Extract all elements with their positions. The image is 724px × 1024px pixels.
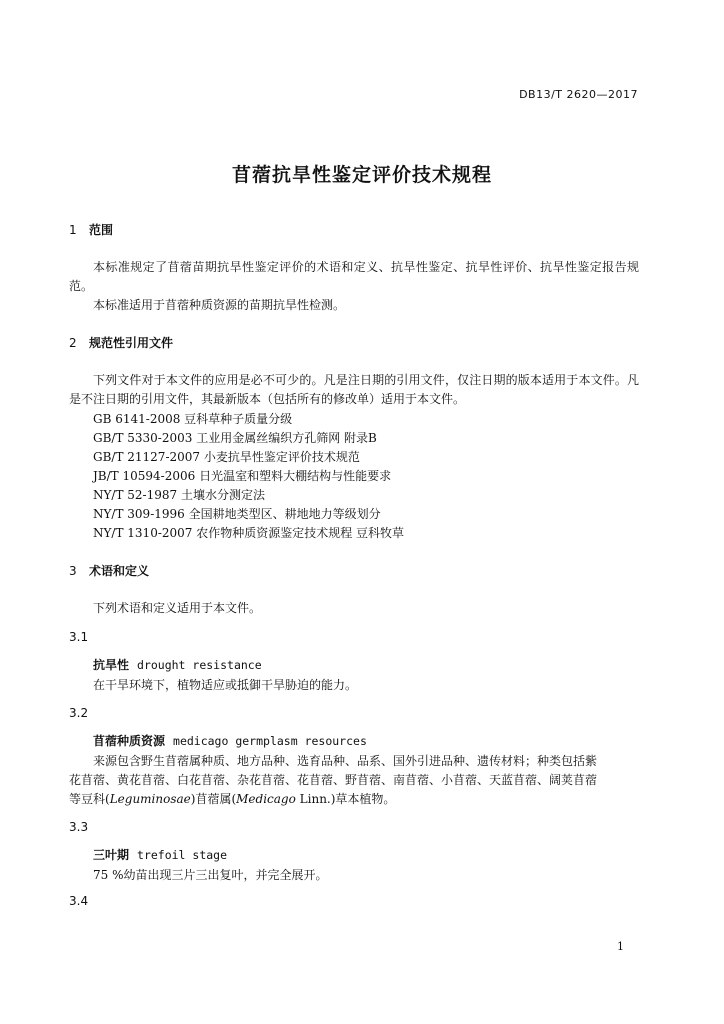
section-1-heading [69, 221, 113, 238]
term-definition: 75 %幼苗出现三片三出复叶，并完全展开。 [93, 868, 328, 882]
reference-item: GB/T 5330-2003 工业用金属丝编织方孔筛网 附录B [93, 431, 377, 445]
page-number: 1 [617, 940, 624, 953]
term-definition-line [69, 790, 395, 807]
section-3-intro: 下列术语和定义适用于本文件。 [93, 601, 262, 615]
term-heading [93, 846, 227, 863]
section-1-paragraph-2: 本标准适用于苜蓿种质资源的苗期抗旱性检测。 [93, 298, 346, 312]
term-chinese: 抗旱性 [93, 658, 130, 672]
text-fragment: 等豆科( [69, 792, 110, 806]
reference-item: GB 6141-2008 豆科草种子质量分级 [93, 412, 293, 426]
italic-latin-name: Medicago [236, 792, 296, 806]
reference-item: NY/T 1310-2007 农作物种质资源鉴定技术规程 豆科牧草 [93, 526, 405, 540]
text-fragment: )苜蓿属( [190, 792, 237, 806]
section-3-title: 术语和定义 [89, 564, 150, 578]
term-definition-line: 来源包含野生苜蓿属种质、地方品种、选育品种、品系、国外引进品种、遗传材料；种类包括紫 [93, 754, 598, 768]
section-2-intro: 下列文件对于本文件的应用是必不可少的。凡是注日期的引用文件，仅注日期的版本适用于本文件。凡是不注日期的引用文件，其最新版本（包括所有的修改单）适用于本文件。 [69, 373, 639, 406]
reference-item: JB/T 10594-2006 日光温室和塑料大棚结构与性能要求 [93, 469, 392, 483]
subsection-number: 3.2 [69, 706, 89, 720]
document-number: DB13/T 2620—2017 [519, 88, 638, 101]
subsection-number: 3.4 [69, 894, 89, 908]
section-1-title: 范围 [89, 223, 114, 237]
section-2-heading [69, 334, 173, 351]
section-3-number: 3 [69, 564, 77, 578]
subsection-number: 3.3 [69, 820, 89, 834]
section-1-paragraph-1: 本标准规定了苜蓿苗期抗旱性鉴定评价的术语和定义、抗旱性鉴定、抗旱性评价、抗旱性鉴定报告规范。 [69, 260, 639, 293]
reference-item: NY/T 309-1996 全国耕地类型区、耕地地力等级划分 [93, 507, 381, 521]
reference-item: GB/T 21127-2007 小麦抗旱性鉴定评价技术规范 [93, 450, 360, 464]
italic-latin-name: Leguminosae [109, 792, 191, 806]
term-definition-line: 花苜蓿、黄花苜蓿、白花苜蓿、杂花苜蓿、花苜蓿、野苜蓿、南苜蓿、小苜蓿、天蓝苜蓿、阔荚苜蓿 [69, 773, 598, 787]
text-fragment: Linn.)草本植物。 [295, 792, 396, 806]
term-chinese: 三叶期 [93, 848, 130, 862]
term-heading [93, 656, 262, 673]
section-2-number: 2 [69, 336, 77, 350]
section-1-number: 1 [69, 223, 77, 237]
term-definition: 在干旱环境下，植物适应或抵御干旱胁迫的能力。 [93, 678, 358, 692]
term-heading [93, 732, 367, 749]
term-english: drought resistance [137, 658, 262, 672]
subsection-number: 3.1 [69, 630, 89, 644]
term-english: trefoil stage [137, 848, 228, 862]
reference-item: NY/T 52-1987 土壤水分测定法 [93, 488, 265, 502]
term-chinese: 苜蓿种质资源 [93, 734, 166, 748]
term-english: medicago germplasm resources [173, 734, 367, 748]
section-2-title: 规范性引用文件 [89, 336, 174, 350]
document-title: 苜蓿抗旱性鉴定评价技术规程 [231, 164, 492, 186]
section-3-heading [69, 562, 149, 579]
